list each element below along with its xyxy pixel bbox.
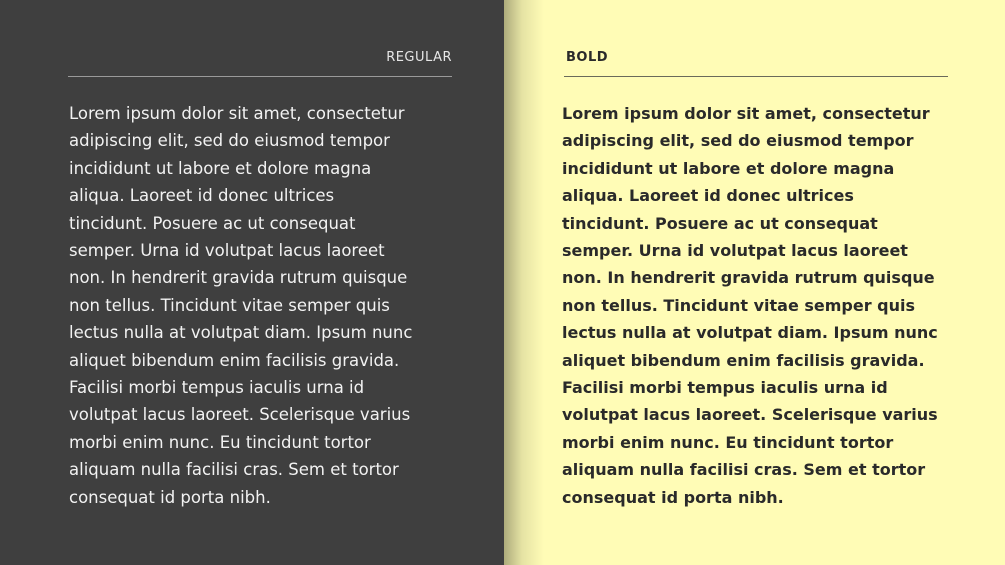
text-line: aliquam nulla facilisi cras. Sem et tortor [69,460,399,480]
text-line: Facilisi morbi tempus iaculis urna id [562,378,888,398]
text-line: aliquet bibendum enim facilisis gravida. [69,350,400,370]
text-line: consequat id porta nibh. [69,487,271,507]
text-line: Facilisi morbi tempus iaculis urna id [69,378,365,398]
text-line: tincidunt. Posuere ac ut consequat [562,213,878,233]
text-line: adipiscing elit, sed do eiusmod tempor [69,131,390,151]
regular-sample-text [69,100,461,511]
text-line: non tellus. Tincidunt vitae semper quis [69,295,390,315]
text-line: Lorem ipsum dolor sit amet, consectetur [69,104,405,123]
text-line: incididunt ut labore et dolore magna [69,158,372,178]
text-line: morbi enim nunc. Eu tincidunt tortor [562,432,894,452]
bold-sample-text [562,100,958,511]
text-line: consequat id porta nibh. [562,487,784,507]
text-line: non. In hendrerit gravida rutrum quisque [562,268,935,288]
text-line: non. In hendrerit gravida rutrum quisque [69,268,408,288]
text-line: lectus nulla at volutpat diam. Ipsum nunc [69,323,413,343]
text-line: volutpat lacus laoreet. Scelerisque varius [562,405,938,425]
text-line: tincidunt. Posuere ac ut consequat [69,213,356,233]
text-line: non tellus. Tincidunt vitae semper quis [562,295,916,315]
text-line: Lorem ipsum dolor sit amet, consectetur [562,104,930,123]
bold-divider [564,76,948,77]
text-line: adipiscing elit, sed do eiusmod tempor [562,131,914,151]
bold-label: BOLD [566,50,609,65]
text-line: semper. Urna id volutpat lacus laoreet [69,241,385,261]
text-line: morbi enim nunc. Eu tincidunt tortor [69,432,371,452]
text-line: incididunt ut labore et dolore magna [562,158,895,178]
text-line: semper. Urna id volutpat lacus laoreet [562,241,908,261]
text-line: aliqua. Laoreet id donec ultrices [562,186,854,206]
regular-divider [68,76,452,77]
text-line: volutpat lacus laoreet. Scelerisque varius [69,405,411,425]
regular-label: REGULAR [386,50,452,65]
text-line: lectus nulla at volutpat diam. Ipsum nunc [562,323,938,343]
bold-panel [504,0,1005,565]
text-line: aliquam nulla facilisi cras. Sem et tortor [562,460,926,480]
text-line: aliqua. Laoreet id donec ultrices [69,186,335,206]
text-line: aliquet bibendum enim facilisis gravida. [562,350,925,370]
